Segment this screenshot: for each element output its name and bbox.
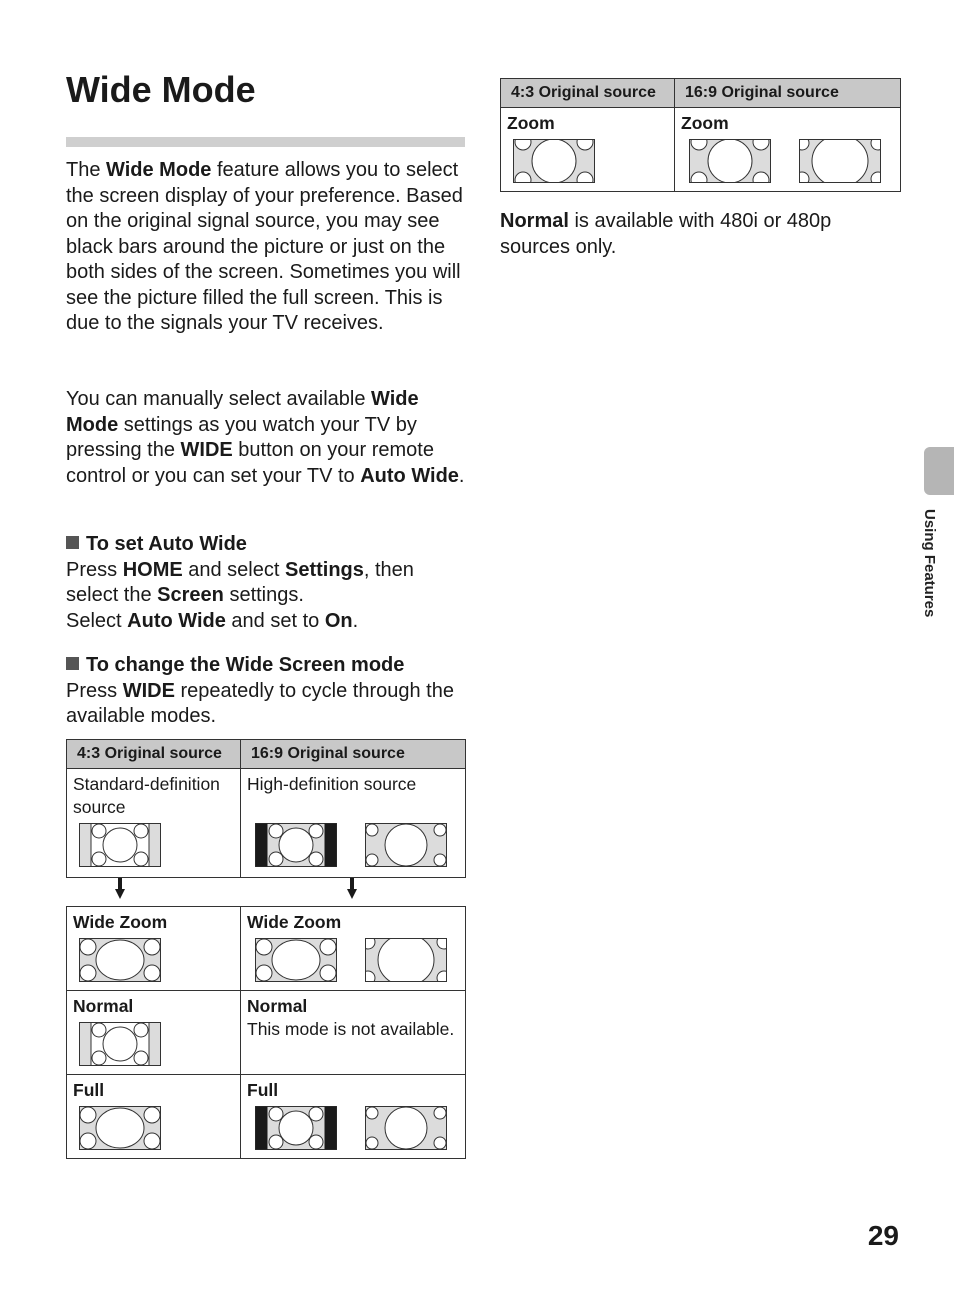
screen-blackbars-icon <box>255 823 337 867</box>
col-header-4-3: 4:3 Original source <box>67 740 241 769</box>
title-rule <box>66 137 465 147</box>
screen-4-3-sidebars-icon <box>79 1022 161 1066</box>
auto-wide-step-2: Select Auto Wide and set to On. <box>66 609 359 632</box>
full-16-9-cell: Full <box>241 1075 466 1159</box>
arrow-down-icon <box>115 878 125 900</box>
col-header-16-9: 16:9 Original source <box>675 79 901 108</box>
screen-blackbars-icon <box>255 1106 337 1150</box>
intro-paragraph-1: The Wide Mode feature allows you to select the screen display of your preference. Based on the original signal source, you may see black bars around the picture or just on the both sides of the screen. Sometimes you will see the picture filled the full screen. This is due to the signals your TV receives. <box>66 159 463 334</box>
screen-wide-zoom-icon <box>79 1106 161 1150</box>
screen-zoom-icon <box>365 938 447 982</box>
side-tab <box>924 447 954 495</box>
change-mode-section <box>66 653 466 730</box>
zoom-16-9-cell: Zoom <box>675 108 901 192</box>
arrow-down-icon <box>347 878 357 900</box>
hd-source-cell: High-definition source <box>241 769 466 878</box>
zoom-table <box>500 78 901 192</box>
screen-16-9-full-icon <box>365 823 447 867</box>
wide-zoom-16-9-cell: Wide Zoom <box>241 907 466 991</box>
change-mode-heading: To change the Wide Screen mode <box>66 653 466 679</box>
source-table <box>66 739 466 878</box>
screen-16-9-full-icon <box>365 1106 447 1150</box>
screen-zoom-4-3-icon <box>513 139 595 183</box>
zoom-4-3-cell: Zoom <box>501 108 675 192</box>
page-title: Wide Mode <box>66 69 256 110</box>
col-header-16-9: 16:9 Original source <box>241 740 466 769</box>
normal-note: Normal is available with 480i or 480p sources only. <box>500 210 832 258</box>
col-header-4-3: 4:3 Original source <box>501 79 675 108</box>
section-side-label: Using Features <box>921 509 938 618</box>
arrow-row <box>66 878 466 902</box>
screen-zoom-icon <box>799 139 881 183</box>
page-number: 29 <box>867 1220 899 1251</box>
screen-wide-zoom-icon <box>79 938 161 982</box>
intro-paragraph-2: You can manually select available Wide Mode settings as you watch your TV by pressing the WIDE button on your remote control or you can set your TV to Auto Wide. <box>66 388 465 487</box>
square-bullet-icon <box>66 536 79 549</box>
square-bullet-icon <box>66 657 79 670</box>
auto-wide-heading: To set Auto Wide <box>66 532 466 558</box>
sd-source-cell: Standard-definition source <box>67 769 241 878</box>
wide-zoom-4-3-cell: Wide Zoom <box>67 907 241 991</box>
screen-4-3-sidebars-icon <box>79 823 161 867</box>
modes-table <box>66 906 466 1159</box>
normal-4-3-cell: Normal <box>67 991 241 1075</box>
auto-wide-step-1: Press HOME and select Settings, then select the Screen settings. <box>66 558 414 606</box>
change-mode-step: Press WIDE repeatedly to cycle through the available modes. <box>66 679 454 727</box>
auto-wide-section <box>66 532 466 634</box>
screen-wide-zoom-icon <box>255 938 337 982</box>
full-4-3-cell: Full <box>67 1075 241 1159</box>
normal-16-9-cell: Normal This mode is not available. <box>241 991 466 1075</box>
screen-zoom-4-3-icon <box>689 139 771 183</box>
